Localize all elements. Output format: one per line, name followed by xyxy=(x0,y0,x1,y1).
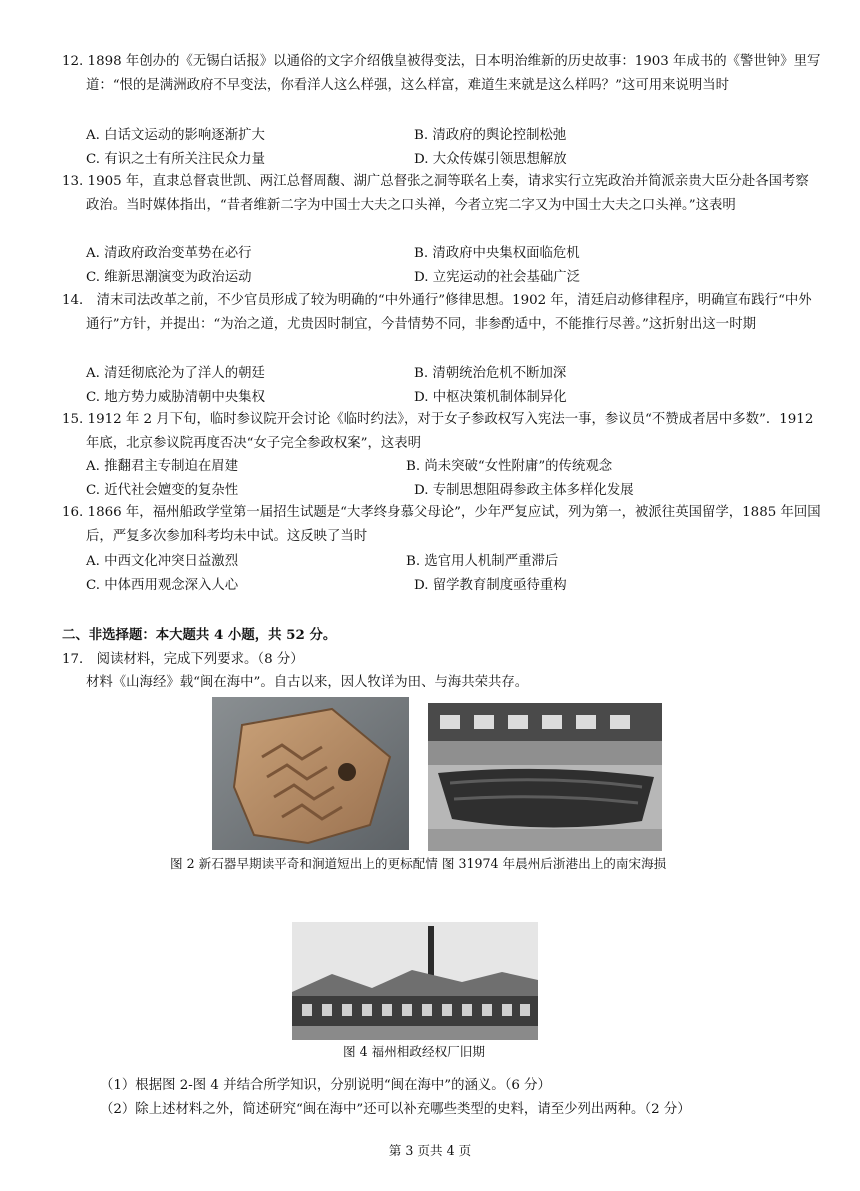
option-d: D. 中枢决策机制体制异化 xyxy=(414,390,567,405)
question-17-title: 17． 阅读材料，完成下列要求。（8 分） xyxy=(62,652,304,667)
pottery-shard-photo xyxy=(212,697,409,850)
option-a: A. 清政府政治变革势在必行 xyxy=(86,246,252,261)
options-12 xyxy=(86,124,806,172)
option-c: C. 中体西用观念深入人心 xyxy=(86,578,239,593)
figure-4-caption: 图 4 福州相政经权厂旧期 xyxy=(343,1044,485,1059)
option-a: A. 白话文运动的影响逐渐扩大 xyxy=(86,128,265,143)
option-c: C. 近代社会嬗变的复杂性 xyxy=(86,483,239,498)
question-stem: 15. 1912 年 2 月下旬，临时参议院开会讨论《临时约法》，对于女子参政权写入宪法一事，参议员“不赞成者居中多数”．1912 年底，北京参议院再度否决“女子完全参政权案”，这表明 xyxy=(62,412,814,451)
option-b: B. 尚未突破“女性附庸”的传统观念 xyxy=(406,459,613,474)
option-d: D. 留学教育制度亟待重构 xyxy=(414,578,567,593)
question-15 xyxy=(62,408,822,456)
options-15 xyxy=(86,455,806,503)
option-b: B. 清朝统治危机不断加深 xyxy=(414,366,567,381)
question-stem: 14． 清末司法改革之前，不少官员形成了较为明确的“中外通行”修律思想。1902 年，清廷启动修律程序，明确宣布践行“中外通行”方针，并提出：“为治之道，尤贵因时制宜，今昔情势不同，非参酌适中，不能推行尽善。”这折射出这一时期 xyxy=(62,293,812,332)
figure-2-3-caption: 图 2 新石器早期读平奇和涧道短出上的更标配情 图 31974 年晨州后浙港出上的南宋海损 xyxy=(170,856,667,871)
sub-question-1: （1）根据图 2-图 4 并结合所学知识，分别说明“闽在海中”的涵义。（6 分） xyxy=(100,1078,551,1093)
question-16 xyxy=(62,501,822,549)
sub-question-2: （2）除上述材料之外，简述研究“闽在海中”还可以补充哪些类型的史料，请至少列出两种。（2 分） xyxy=(100,1102,691,1117)
question-stem: 13. 1905 年，直隶总督袁世凯、两江总督周馥、湖广总督张之洞等联名上奏，请求实行立宪政治并简派亲贵大臣分赴各国考察政治。当时媒体指出，“昔者维新二字为中国士大夫之口头禅，今者立宪二字又为中国士大夫之口头禅。”这表明 xyxy=(62,174,809,213)
option-a: A. 清廷彻底沦为了洋人的朝廷 xyxy=(86,366,265,381)
question-stem: 16. 1866 年，福州船政学堂第一届招生试题是“大孝终身慕父母论”，少年严复应试，列为第一，被派往英国留学，1885 年回国后，严复多次参加科考均未中试。这反映了当时 xyxy=(62,505,821,544)
option-d: D. 立宪运动的社会基础广泛 xyxy=(414,270,581,285)
page-footer: 第 3 页共 4 页 xyxy=(388,1143,472,1158)
material-text: 材料《山海经》载“闽在海中”。自古以来，因人牧详为田、与海共荣共存。 xyxy=(86,675,529,690)
boat-hull-photo xyxy=(428,703,662,851)
question-12 xyxy=(62,50,822,98)
section-heading: 二、非选择题：本大题共 4 小题，共 52 分。 xyxy=(62,627,337,643)
question-14 xyxy=(62,289,822,337)
option-b: B. 清政府的舆论控制松弛 xyxy=(414,128,567,143)
option-c: C. 维新思潮演变为政治运动 xyxy=(86,270,252,285)
options-16 xyxy=(86,550,806,598)
option-a: A. 推翻君主专制迫在眉建 xyxy=(86,459,239,474)
option-c: C. 有识之士有所关注民众力量 xyxy=(86,152,265,167)
option-d: D. 大众传媒引领思想解放 xyxy=(414,152,567,167)
options-13 xyxy=(86,242,806,290)
option-b: B. 清政府中央集权面临危机 xyxy=(414,246,580,261)
question-stem: 12. 1898 年创办的《无锡白话报》以通俗的文字介绍俄皇被得变法，日本明治维新的历史故事：1903 年成书的《警世钟》里写道：“恨的是满洲政府不早变法，你看洋人这么样强，这么样富，难道生来就是这么样吗？”这可用来说明当时 xyxy=(62,54,821,93)
option-c: C. 地方势力威胁清朝中央集权 xyxy=(86,390,265,405)
shipyard-photo xyxy=(292,922,538,1040)
options-14 xyxy=(86,362,806,410)
option-a: A. 中西文化冲突日益激烈 xyxy=(86,554,239,569)
question-13 xyxy=(62,170,822,218)
option-b: B. 选官用人机制严重滞后 xyxy=(406,554,559,569)
option-d: D. 专制思想阻碍参政主体多样化发展 xyxy=(414,483,634,498)
